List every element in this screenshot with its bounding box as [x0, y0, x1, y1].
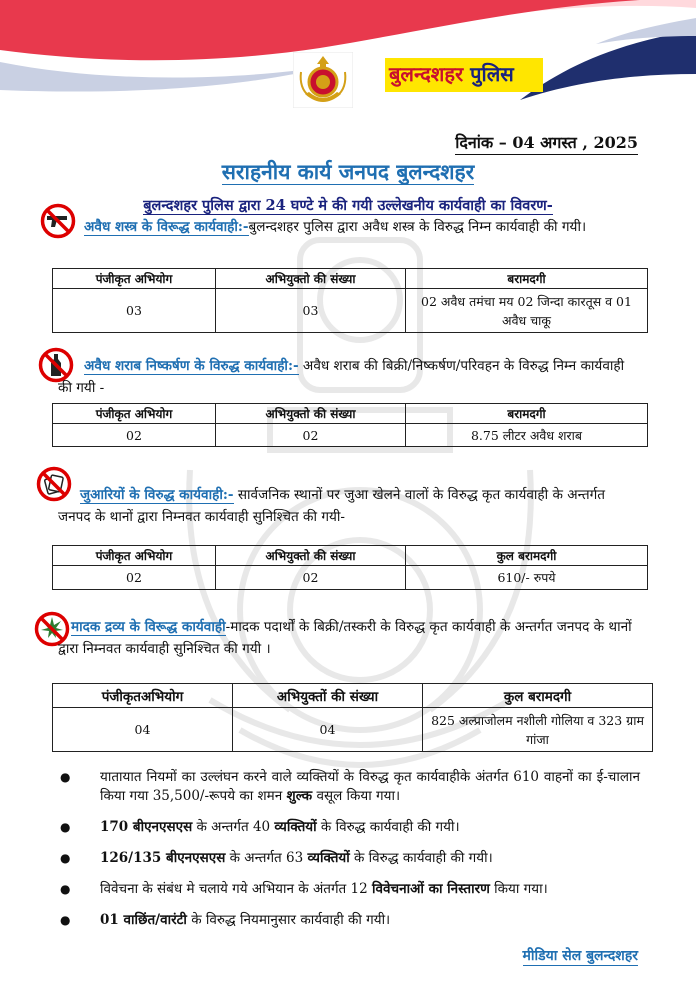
list-item: ● 126/135 बीएनएसएस के अन्तर्गत 63 व्यक्तियों के विरुद्ध कार्यवाही की गयी। [60, 849, 640, 868]
section-gambling-heading: जुआरियों के विरुद्ध कार्यवाही:- [80, 487, 234, 503]
table-cell: 02 [53, 566, 216, 590]
summary-list [60, 768, 640, 942]
table-cell: 03 [216, 289, 406, 333]
page-title: सराहनीय कार्य जनपद बुलन्दशहर [221, 159, 475, 184]
table-cell: 04 [233, 708, 423, 752]
section-drugs-heading: मादक द्रव्य के विरूद्ध कार्यवाही [71, 619, 226, 635]
table-cell: 02 [216, 424, 406, 447]
table-cell: 610/- रुपये [406, 566, 648, 590]
table-cell: 825 अल्प्राजोलम नशीली गोलिया व 323 ग्राम गांजा [423, 708, 653, 752]
list-item: ● यातायात नियमों का उल्लंघन करने वाले व्यक्तियों के विरुद्ध कृत कार्यवाहीके अंतर्गत 610 वाहनों का ई-चालान किया गया 35,500/-रूपये का शमन शुल्क वसूल किया गया। [60, 768, 640, 806]
section-liquor-text: अवैध शराब निष्कर्षण के विरुद्ध कार्यवाही:- अवैध शराब की बिक्री/निष्कर्षण/परिवहन के विरुद्ध निम्न कार्यवाही की गयी - [58, 358, 625, 396]
column-header: कुल बरामदगी [423, 684, 653, 708]
table-cell: 8.75 लीटर अवैध शराब [406, 424, 648, 447]
weapons-table [52, 268, 648, 333]
document-date: दिनांक – 04 अगस्त , 2025 [455, 131, 638, 155]
brand-title [389, 58, 514, 90]
column-header: पंजीकृत अभियोग [53, 546, 216, 566]
column-header: पंजीकृतअभियोग [53, 684, 233, 708]
list-item: ● विवेचना के संबंध मे चलाये गये अभियान के अंतर्गत 12 विवेचनाओं का निस्तारण किया गया। [60, 880, 640, 899]
liquor-table [52, 403, 648, 447]
column-header: पंजीकृत अभियोग [53, 404, 216, 424]
table-cell: 02 [53, 424, 216, 447]
section-weapons-heading: अवैध शस्त्र के विरूद्ध कार्यवाही:- [84, 219, 249, 235]
section-weapons-text: अवैध शस्त्र के विरूद्ध कार्यवाही:-बुलन्दशहर पुलिस द्वारा अवैध शस्त्र के विरुद्ध निम्न कार्यवाही की गयी। [84, 219, 587, 235]
column-header: पंजीकृत अभियोग [53, 269, 216, 289]
table-row [53, 708, 653, 752]
column-header: अभियुक्तो की संख्या [216, 546, 406, 566]
table-cell: 04 [53, 708, 233, 752]
section-liquor-heading: अवैध शराब निष्कर्षण के विरुद्ध कार्यवाही:- [84, 358, 299, 374]
gambling-table [52, 545, 648, 590]
column-header: अभियुक्तो की संख्या [216, 404, 406, 424]
table-cell: 03 [53, 289, 216, 333]
table-row [53, 289, 648, 333]
column-header: अभियुक्तों की संख्या [233, 684, 423, 708]
list-item: ● 170 बीएनएसएस के अन्तर्गत 40 व्यक्तियों के विरुद्ध कार्यवाही की गयी। [60, 818, 640, 837]
up-police-logo [293, 52, 353, 108]
column-header: अभियुक्तो की संख्या [216, 269, 406, 289]
table-row [53, 566, 648, 590]
brand-city: बुलन्दशहर [389, 62, 464, 86]
table-cell: 02 अवैध तमंचा मय 02 जिन्दा कारतूस व 01 अवैध चाकू [406, 289, 648, 333]
media-cell-signature: मीडिया सेल बुलन्दशहर [522, 948, 638, 964]
section-drugs-text: मादक द्रव्य के विरूद्ध कार्यवाही-मादक पदार्थों के बिक्री/तस्करी के विरुद्ध कृत कार्यवाही के अन्तर्गत जनपद के थानों द्वारा निम्नवत कार्यवाही सुनिश्चित की गयी । [58, 619, 632, 657]
page-subtitle: बुलन्दशहर पुलिस द्वारा 24 घण्टे मे की गयी उल्लेखनीय कार्यवाही का विवरण- [143, 197, 553, 214]
section-gambling-text: जुआरियों के विरुद्ध कार्यवाही:- सार्वजनिक स्थानों पर जुआ खेलने वालों के विरुद्ध कृत कार्यवाही के अन्तर्गत जनपद के थानों द्वारा निम्नवत कार्यवाही सुनिश्चित की गयी- [58, 487, 605, 525]
column-header: कुल बरामदगी [406, 546, 648, 566]
column-header: बरामदगी [406, 404, 648, 424]
list-item: ● 01 वाछिंत/वारंटी के विरुद्ध नियमानुसार कार्यवाही की गयी। [60, 911, 640, 930]
table-cell: 02 [216, 566, 406, 590]
drugs-table [52, 683, 653, 752]
table-row [53, 424, 648, 447]
brand-police: पुलिस [470, 62, 514, 86]
column-header: बरामदगी [406, 269, 648, 289]
